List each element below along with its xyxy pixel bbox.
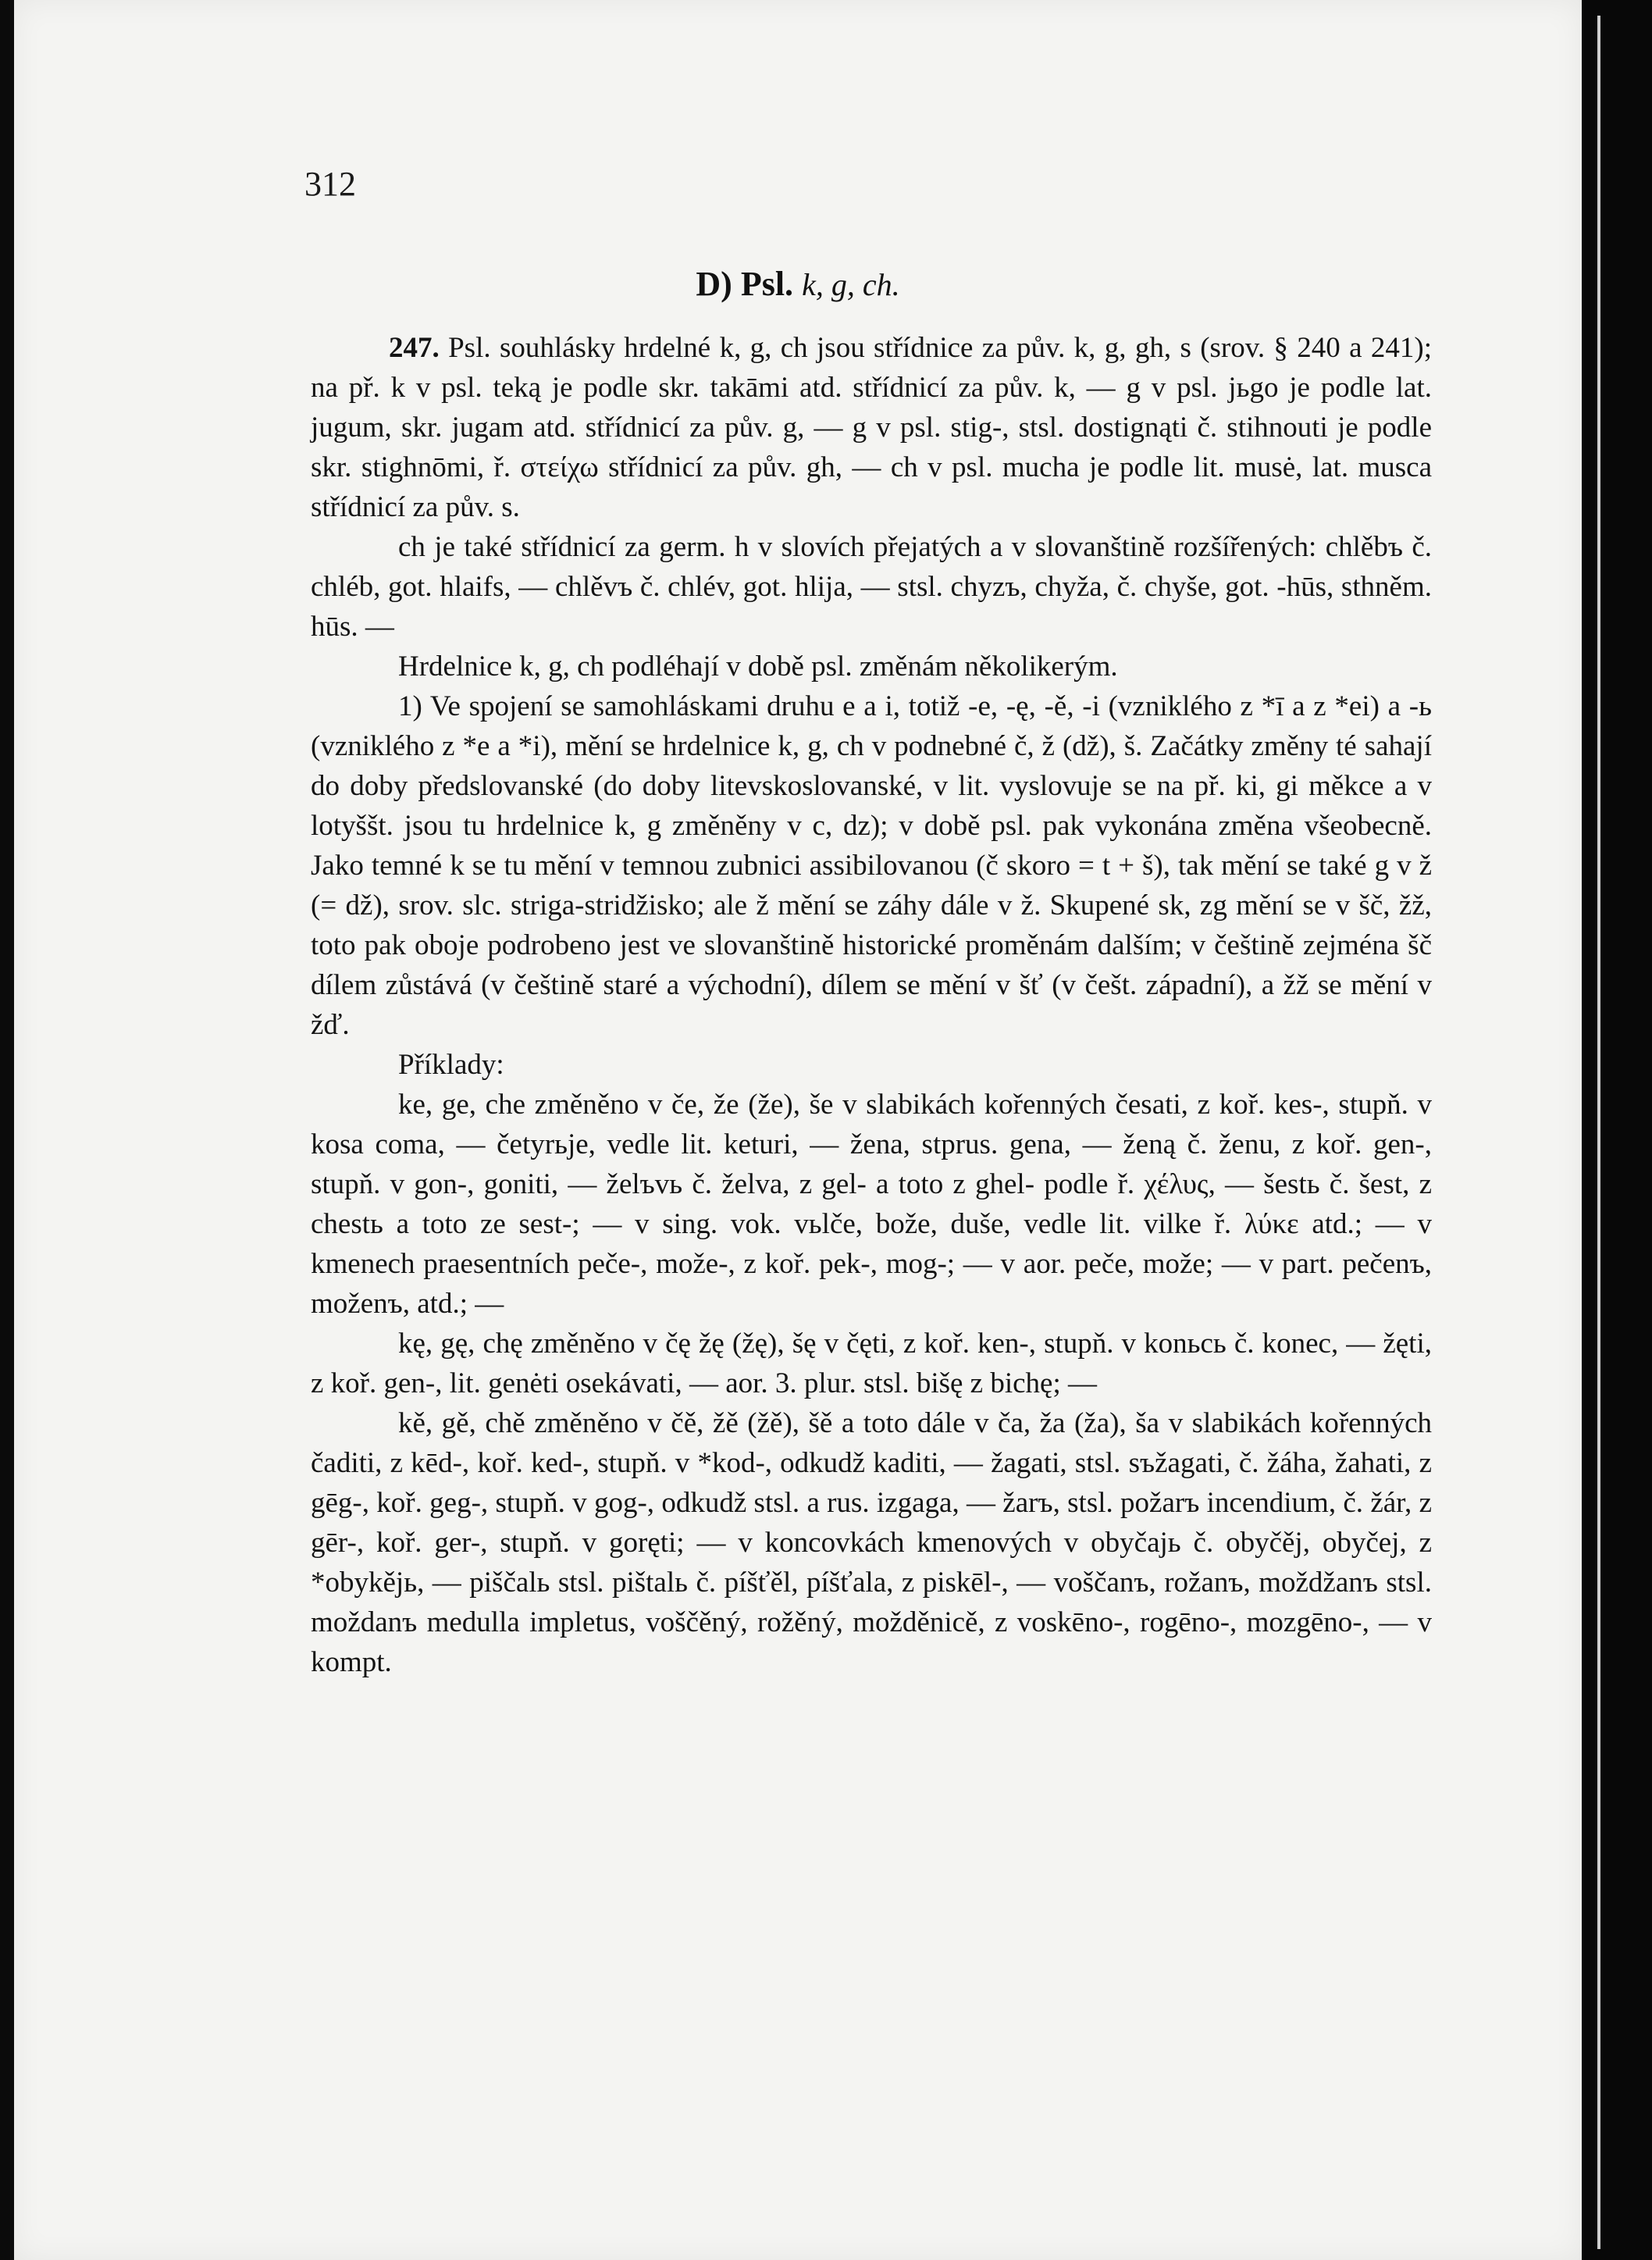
paragraph-number: 247.: [389, 332, 440, 364]
scan-border: [1582, 0, 1652, 2260]
paragraph-rule-1: 1) Ve spojení se samohláskami druhu e a i, totiž -e, -ę, -ě, -i (vzniklého z *ī a z *ei) a -ь (vzniklého z *e a *i), mění se hrdelnice k, g, ch v podnebné č, ž (dž), š. Začátky změny té sahají do doby předslovanské (do doby litevskoslovanské, v lit. vyslovuje se na př. ki, gi měkce a v lotyššt. jsou tu hrdelnice k, g změněny v c, dz); v době psl. pak vykonána změna všeobecně. Jako temné k se tu mění v temnou zubnici assibilovanou (č skoro = t + š), tak mění se také g v ž (= dž), srov. slc. striga-stridžisko; ale ž mění se záhy dále v ž. Skupené sk, zg mění se v šč, žž, toto pak oboje podrobeno jest ve slovanštině historické proměnám dalším; v češtině zejména šč dílem zůstává (v češtině staré a východní), dílem se mění v šť (v češt. západní), a žž se mění v žď.: [311, 690, 1432, 1041]
paragraph-ch-germ: ch je také střídnicí za germ. h v slovích přejatých a v slovanštině rozšířených: chlěbъ č. chléb, got. hlaifs, — chlěvъ č. chlév, got. hlija, — stsl. chyzъ, chyža, č. chyše, got. -hūs, sthněm. hūs. —: [311, 531, 1432, 643]
section-heading: [14, 264, 1582, 304]
section-heading-letters: k, g, ch.: [802, 267, 900, 302]
body-text: [311, 328, 1432, 1682]
page-number: 312: [304, 165, 356, 203]
paragraph-example-ke-nasal: kę, gę, chę změněno v čę žę (žę), šę v čęti, z koř. ken-, stupň. v konьcь č. konec, — žęti, z koř. gen-, lit. genėti osekávati, — aor. 3. plur. stsl. bišę z bichę; —: [311, 1328, 1432, 1399]
paragraph-example-ke-jat: kě, gě, chě změněno v čě, žě (žě), šě a toto dále v ča, ža (ža), ša v slabikách kořenných čaditi, z kēd-, koř. ked-, stupň. v *kod-, odkudž kaditi, — žagati, stsl. sъžagati, č. žáha, žahati, z gēg-, koř. geg-, stupň. v gog-, odkudž stsl. a rus. izgaga, — žarъ, stsl. požarъ incendium, č. žár, z gēr-, koř. ger-, stupň. v goręti; — v koncovkách kmenových v obyčajь č. obyčěj, obyčej, z *obykějь, — piščalь stsl. pištalь č. píšťěl, píšťala, z piskēl-, — voščanъ, rožanъ, moždžanъ stsl. moždanъ medulla impletus, voščěný, rožěný, možděnicě, z voskēno-, rogēno-, mozgēno-, — v kompt.: [311, 1407, 1432, 1678]
paragraph-example-ke: ke, ge, che změněno v če, že (že), še v slabikách kořenných česati, z koř. kes-, stupň. v kosa coma, — četyrьje, vedle lit. keturi, — žena, stprus. gena, — ženą č. ženu, z koř. gen-, stupň. v gon-, goniti, — želъvь č. želva, z gel- a toto z ghel- podle ř. χέλυς, — šestь č. šest, z chestь a toto ze sest-; — v sing. vok. vьlče, bože, duše, vedle lit. vilke ř. λύκε atd.; — v kmenech praesentních peče-, može-, z koř. pek-, mog-; — v aor. peče, može; — v part. pečenъ, moženъ, atd.; —: [311, 1089, 1432, 1320]
section-heading-main: D) Psl.: [696, 265, 794, 303]
paragraph-hrdelnice: Hrdelnice k, g, ch podléhají v době psl. změnám několikerým.: [398, 651, 1118, 683]
paragraph-priklady-label: Příklady:: [398, 1049, 504, 1081]
paragraph-247: [311, 328, 1432, 527]
scan-edge-line: [1597, 16, 1600, 2249]
page-sheet: [14, 0, 1582, 2260]
paragraph-text: Psl. souhlásky hrdelné k, g, ch jsou střídnice za pův. k, g, gh, s (srov. § 240 a 241); na př. k v psl. teką je podle skr. takāmi atd. střídnicí za pův. k, — g v psl. jьgo je podle lat. jugum, skr. jugam atd. střídnicí za pův. g, — g v psl. stig-, stsl. dostignąti č. stihnouti je podle skr. stighnōmi, ř. στείχω střídnicí za pův. gh, — ch v psl. mucha je podle lit. musė, lat. musca střídnicí za pův. s.: [311, 332, 1432, 523]
